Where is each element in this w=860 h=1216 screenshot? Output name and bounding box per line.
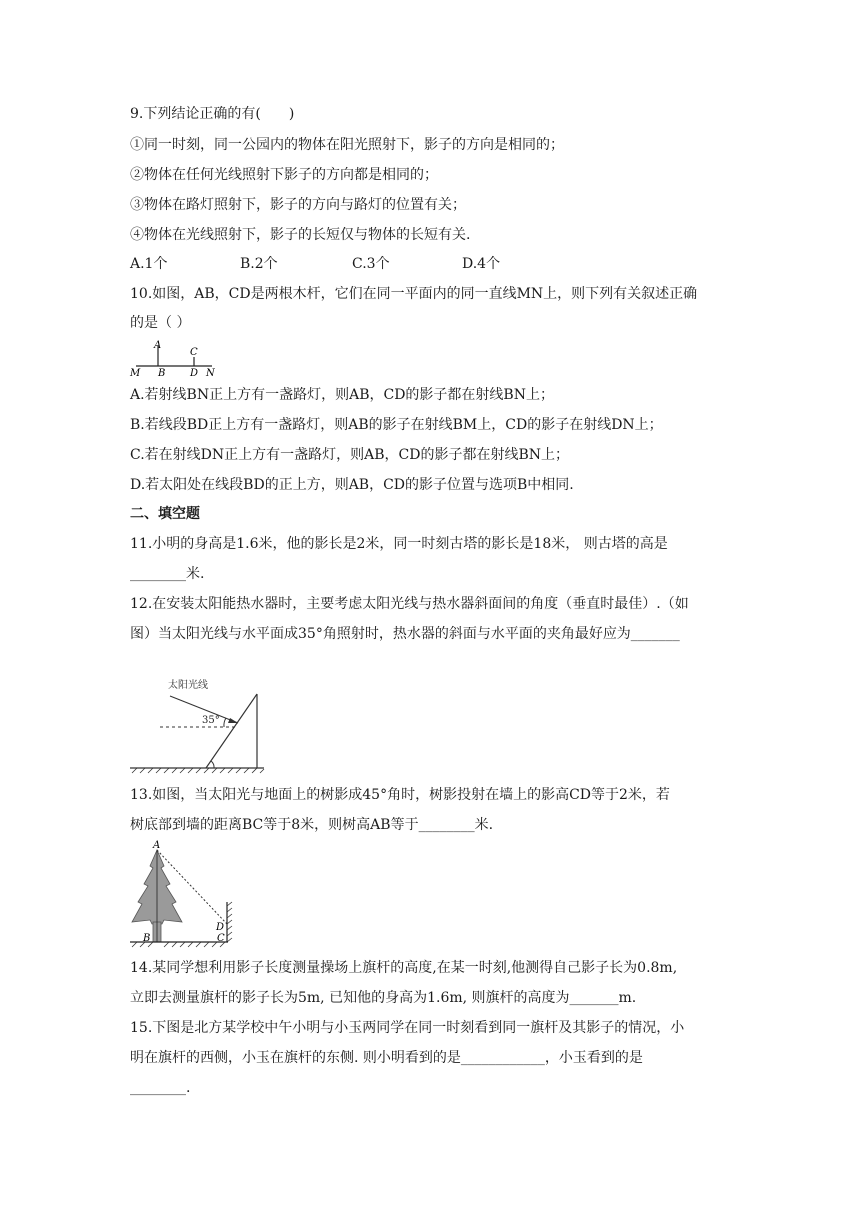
q13-label-d: D: [216, 922, 225, 933]
q10-option-b: B.若线段BD正上方有一盏路灯，则AB的影子在射线BM上，CD的影子在射线DN上；: [130, 417, 663, 433]
q9-item-4: ④物体在光线照射下，影子的长短仅与物体的长短有关.: [130, 227, 471, 243]
q12-ground-hatch: [132, 768, 264, 773]
q9-option-c: C.3个: [352, 256, 390, 272]
q10-stem-line1: 10.如图，AB，CD是两根木杆，它们在同一平面内的同一直线MN上，则下列有关叙述正确: [130, 286, 698, 302]
q14-line1: 14.某同学想利用影子长度测量操场上旗杆的高度,在某一时刻,他测得自己影子长为0.8m,: [130, 960, 678, 976]
q12-heater-slope: [206, 694, 257, 768]
q15-line3: ________.: [130, 1080, 191, 1096]
q10-option-d: D.若太阳处在线段BD的正上方，则AB，CD的影子位置与选项B中相同.: [130, 477, 574, 493]
q13-label-b: B: [143, 933, 151, 944]
q13-wall-hatch: [227, 902, 232, 942]
q10-option-c: C.若在射线DN正上方有一盏路灯，则AB，CD的影子都在射线BN上；: [130, 447, 570, 463]
q15-line2: 明在旗杆的西侧，小玉在旗杆的东侧. 则小明看到的是____________，小玉看到的是: [130, 1050, 643, 1066]
q12-line1: 12.在安装太阳能热水器时，主要考虑太阳光线与热水器斜面间的角度（垂直时最佳）.（如: [130, 596, 689, 612]
q10-figure: [128, 338, 224, 378]
q13-label-c: C: [217, 933, 225, 944]
q9-option-b: B.2个: [240, 256, 278, 272]
q12-figure: [128, 674, 268, 774]
q13-line1: 13.如图，当太阳光与地面上的树影成45°角时，树影投射在墙上的影高CD等于2米，若: [130, 787, 670, 803]
q12-angle-arc: [224, 718, 226, 727]
q12-line2: 图）当太阳光线与水平面成35°角照射时，热水器的斜面与水平面的夹角最好应为_______: [130, 626, 680, 642]
q12-label-sunlight: 太阳光线: [168, 680, 208, 691]
q9-option-d: D.4个: [462, 256, 501, 272]
q9-stem: 9.下列结论正确的有( ): [130, 106, 295, 122]
q11-line1: 11.小明的身高是1.6米，他的影长是2米，同一时刻古塔的影长是18米， 则古塔的高是: [130, 536, 668, 552]
q10-label-n: N: [206, 368, 215, 378]
q10-label-m: M: [130, 368, 141, 378]
q12-sunlight-arrow: [228, 718, 238, 723]
q9-item-3: ③物体在路灯照射下，影子的方向与路灯的位置有关；: [130, 197, 466, 213]
q9-item-1: ①同一时刻，同一公园内的物体在阳光照射下，影子的方向是相同的；: [130, 137, 564, 153]
q10-label-c: C: [190, 347, 198, 358]
q10-label-b: B: [158, 368, 166, 378]
q11-line2: ________米.: [130, 566, 205, 582]
section-title-fill-in: 二、填空题: [130, 506, 200, 522]
q12-angle-label: 35°: [202, 715, 220, 726]
q10-stem-line2: 的是（ ）: [130, 315, 191, 331]
q9-option-a: A.1个: [130, 256, 168, 272]
q10-label-d: D: [190, 368, 199, 378]
q10-label-a: A: [154, 340, 162, 351]
q14-line2: 立即去测量旗杆的影子长为5m, 已知他的身高为1.6m, 则旗杆的高度为_______m.: [130, 990, 637, 1006]
q9-item-2: ②物体在任何光线照射下影子的方向都是相同的；: [130, 167, 438, 183]
q13-line2: 树底部到墙的距离BC等于8米，则树高AB等于________米.: [130, 817, 494, 833]
q15-line1: 15.下图是北方某学校中午小明与小玉两同学在同一时刻看到同一旗杆及其影子的情况，小: [130, 1020, 685, 1036]
q10-option-a: A.若射线BN正上方有一盏路灯，则AB，CD的影子都在射线BN上；: [130, 387, 554, 403]
q13-figure: [128, 838, 240, 950]
q12-base-angle-arc: [211, 761, 214, 768]
q13-label-a: A: [153, 840, 161, 851]
